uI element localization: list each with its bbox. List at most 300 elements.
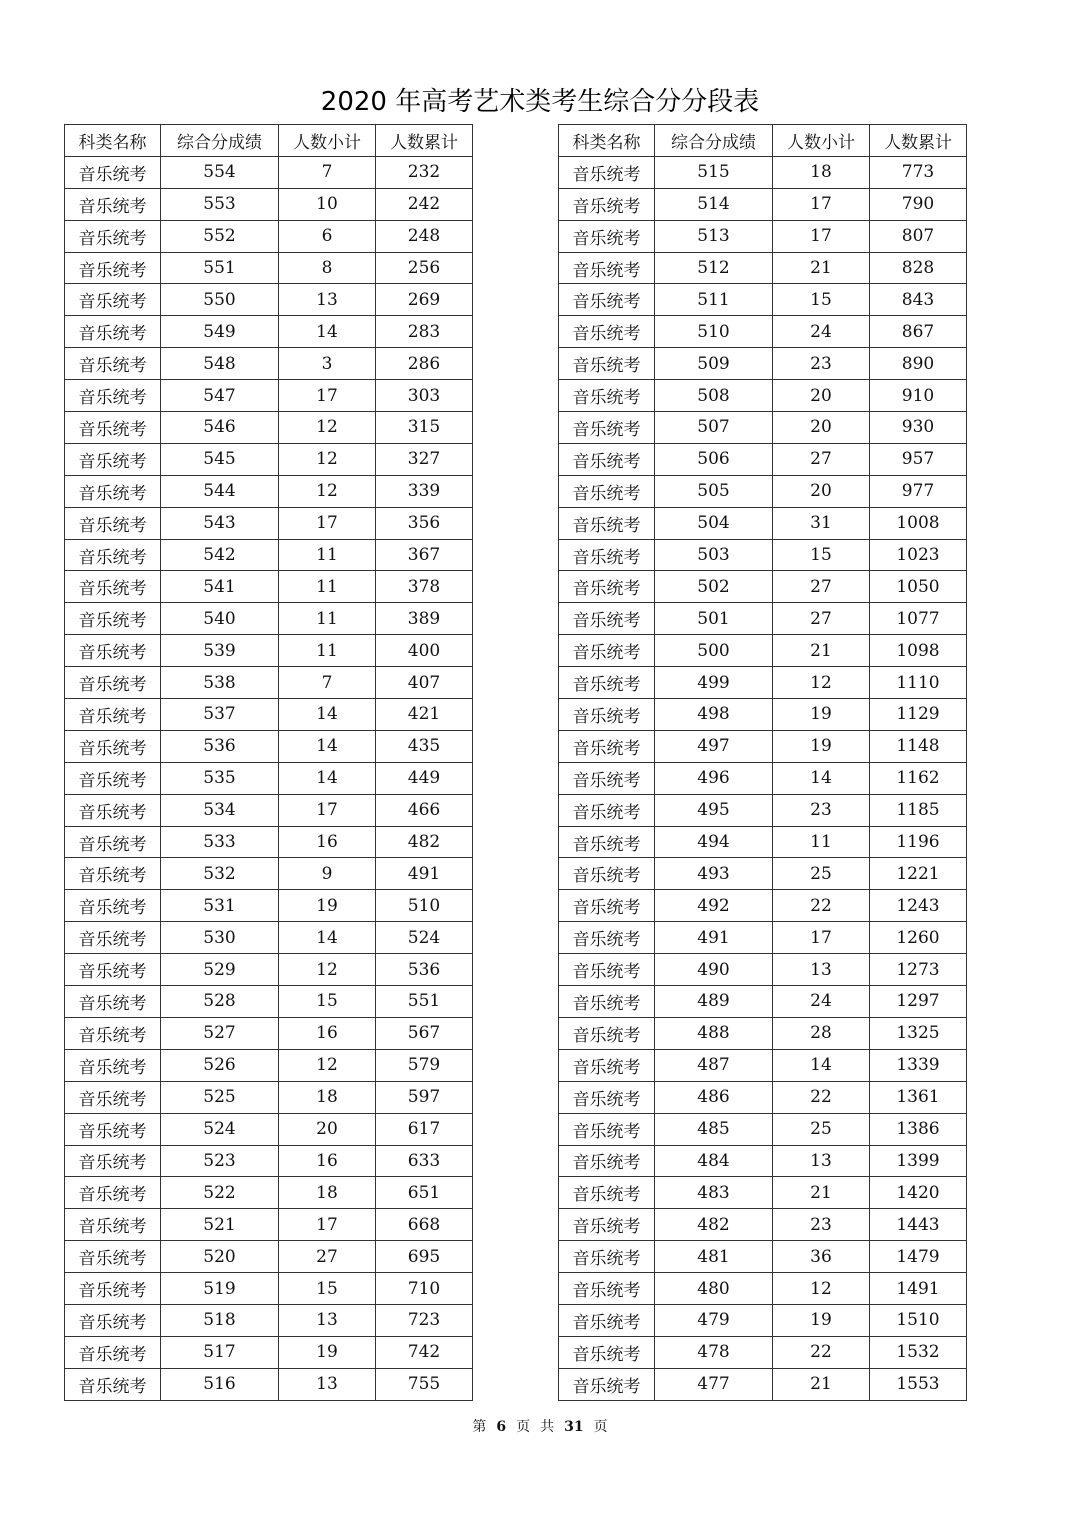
cell-score: 540 — [161, 603, 279, 635]
table-row — [65, 1368, 473, 1400]
table-row — [65, 443, 473, 475]
cell-cumulative: 466 — [376, 794, 473, 826]
table-row — [65, 1336, 473, 1368]
table-row — [65, 922, 473, 954]
cell-score: 550 — [161, 284, 279, 316]
table-row — [559, 730, 967, 762]
cell-category: 音乐统考 — [559, 922, 655, 954]
table-row — [559, 1368, 967, 1400]
cell-category: 音乐统考 — [65, 667, 161, 699]
table-row — [559, 667, 967, 699]
cell-score: 487 — [655, 1049, 773, 1081]
cell-count: 18 — [773, 156, 870, 188]
cell-score: 484 — [655, 1145, 773, 1177]
table-row — [559, 539, 967, 571]
cell-cumulative: 407 — [376, 667, 473, 699]
cell-score: 504 — [655, 507, 773, 539]
cell-category: 音乐统考 — [65, 1209, 161, 1241]
table-row — [65, 188, 473, 220]
cell-score: 508 — [655, 380, 773, 412]
cell-score: 543 — [161, 507, 279, 539]
cell-category: 音乐统考 — [65, 539, 161, 571]
cell-cumulative: 977 — [870, 475, 967, 507]
cell-category: 音乐统考 — [559, 603, 655, 635]
cell-cumulative: 867 — [870, 316, 967, 348]
cell-count: 12 — [279, 412, 376, 444]
cell-category: 音乐统考 — [559, 954, 655, 986]
table-row — [559, 507, 967, 539]
cell-category: 音乐统考 — [65, 316, 161, 348]
table-row — [559, 412, 967, 444]
cell-cumulative: 742 — [376, 1336, 473, 1368]
cell-score: 529 — [161, 954, 279, 986]
cell-cumulative: 1420 — [870, 1177, 967, 1209]
cell-cumulative: 367 — [376, 539, 473, 571]
footer-total-prefix: 共 — [540, 1419, 555, 1435]
table-row — [65, 252, 473, 284]
table-header-row — [65, 125, 473, 157]
cell-count: 14 — [773, 762, 870, 794]
cell-score: 548 — [161, 348, 279, 380]
cell-category: 音乐统考 — [559, 284, 655, 316]
cell-category: 音乐统考 — [559, 667, 655, 699]
cell-cumulative: 1196 — [870, 826, 967, 858]
table-row — [559, 475, 967, 507]
cell-count: 13 — [279, 1368, 376, 1400]
cell-category: 音乐统考 — [559, 252, 655, 284]
table-row — [65, 1177, 473, 1209]
cell-count: 18 — [279, 1081, 376, 1113]
cell-count: 27 — [773, 603, 870, 635]
table-header-row — [559, 125, 967, 157]
cell-count: 11 — [773, 826, 870, 858]
cell-category: 音乐统考 — [559, 1081, 655, 1113]
cell-score: 495 — [655, 794, 773, 826]
cell-category: 音乐统考 — [559, 635, 655, 667]
cell-score: 520 — [161, 1241, 279, 1273]
cell-score: 535 — [161, 762, 279, 794]
cell-count: 20 — [279, 1113, 376, 1145]
cell-category: 音乐统考 — [559, 443, 655, 475]
cell-count: 15 — [279, 986, 376, 1018]
table-row — [559, 1145, 967, 1177]
cell-category: 音乐统考 — [559, 348, 655, 380]
cell-score: 532 — [161, 858, 279, 890]
cell-cumulative: 1510 — [870, 1304, 967, 1336]
table-row — [65, 1273, 473, 1305]
page-footer — [0, 1417, 1080, 1437]
table-row — [559, 794, 967, 826]
cell-category: 音乐统考 — [65, 1145, 161, 1177]
cell-cumulative: 435 — [376, 730, 473, 762]
cell-count: 21 — [773, 1177, 870, 1209]
cell-cumulative: 315 — [376, 412, 473, 444]
cell-score: 538 — [161, 667, 279, 699]
cell-count: 20 — [773, 475, 870, 507]
cell-score: 521 — [161, 1209, 279, 1241]
cell-score: 539 — [161, 635, 279, 667]
header-cumulative: 人数累计 — [870, 125, 967, 157]
table-row — [559, 954, 967, 986]
cell-count: 14 — [773, 1049, 870, 1081]
cell-category: 音乐统考 — [559, 539, 655, 571]
table-row — [65, 380, 473, 412]
cell-category: 音乐统考 — [65, 730, 161, 762]
cell-count: 20 — [773, 380, 870, 412]
table-row — [559, 1081, 967, 1113]
cell-count: 8 — [279, 252, 376, 284]
cell-score: 485 — [655, 1113, 773, 1145]
cell-count: 11 — [279, 603, 376, 635]
cell-category: 音乐统考 — [65, 922, 161, 954]
cell-score: 544 — [161, 475, 279, 507]
cell-count: 13 — [279, 284, 376, 316]
cell-category: 音乐统考 — [65, 1336, 161, 1368]
cell-category: 音乐统考 — [559, 412, 655, 444]
cell-cumulative: 449 — [376, 762, 473, 794]
cell-score: 497 — [655, 730, 773, 762]
table-row — [65, 571, 473, 603]
table-row — [559, 1049, 967, 1081]
cell-cumulative: 597 — [376, 1081, 473, 1113]
cell-cumulative: 536 — [376, 954, 473, 986]
cell-category: 音乐统考 — [65, 826, 161, 858]
footer-total-pages: 31 — [564, 1419, 584, 1435]
table-body-left — [65, 156, 473, 1400]
cell-category: 音乐统考 — [559, 730, 655, 762]
cell-category: 音乐统考 — [65, 954, 161, 986]
cell-cumulative: 303 — [376, 380, 473, 412]
cell-count: 13 — [773, 954, 870, 986]
cell-cumulative: 1162 — [870, 762, 967, 794]
cell-score: 500 — [655, 635, 773, 667]
table-row — [559, 1241, 967, 1273]
table-row — [65, 1113, 473, 1145]
header-category: 科类名称 — [65, 125, 161, 157]
cell-score: 514 — [655, 188, 773, 220]
cell-cumulative: 807 — [870, 220, 967, 252]
cell-count: 12 — [773, 667, 870, 699]
cell-count: 7 — [279, 667, 376, 699]
cell-cumulative: 957 — [870, 443, 967, 475]
cell-score: 552 — [161, 220, 279, 252]
cell-category: 音乐统考 — [65, 188, 161, 220]
cell-cumulative: 1339 — [870, 1049, 967, 1081]
cell-count: 16 — [279, 1145, 376, 1177]
cell-category: 音乐统考 — [65, 1177, 161, 1209]
cell-category: 音乐统考 — [65, 890, 161, 922]
cell-category: 音乐统考 — [65, 571, 161, 603]
table-row — [65, 284, 473, 316]
cell-score: 511 — [655, 284, 773, 316]
cell-count: 28 — [773, 1017, 870, 1049]
cell-cumulative: 248 — [376, 220, 473, 252]
cell-count: 15 — [773, 539, 870, 571]
cell-score: 483 — [655, 1177, 773, 1209]
header-count: 人数小计 — [773, 125, 870, 157]
cell-cumulative: 1479 — [870, 1241, 967, 1273]
cell-count: 19 — [279, 1336, 376, 1368]
header-cumulative: 人数累计 — [376, 125, 473, 157]
cell-category: 音乐统考 — [559, 1368, 655, 1400]
cell-score: 501 — [655, 603, 773, 635]
table-row — [65, 699, 473, 731]
table-row — [559, 348, 967, 380]
cell-category: 音乐统考 — [65, 699, 161, 731]
cell-count: 23 — [773, 1209, 870, 1241]
table-row — [65, 794, 473, 826]
header-score: 综合分成绩 — [655, 125, 773, 157]
table-row — [65, 986, 473, 1018]
cell-score: 526 — [161, 1049, 279, 1081]
cell-cumulative: 1008 — [870, 507, 967, 539]
cell-cumulative: 1325 — [870, 1017, 967, 1049]
cell-category: 音乐统考 — [559, 571, 655, 603]
cell-category: 音乐统考 — [559, 1209, 655, 1241]
table-row — [559, 156, 967, 188]
cell-count: 18 — [279, 1177, 376, 1209]
cell-count: 19 — [773, 699, 870, 731]
cell-count: 36 — [773, 1241, 870, 1273]
cell-cumulative: 389 — [376, 603, 473, 635]
cell-score: 547 — [161, 380, 279, 412]
cell-cumulative: 1098 — [870, 635, 967, 667]
cell-count: 21 — [773, 1368, 870, 1400]
cell-count: 7 — [279, 156, 376, 188]
cell-cumulative: 491 — [376, 858, 473, 890]
cell-category: 音乐统考 — [559, 1336, 655, 1368]
cell-cumulative: 1443 — [870, 1209, 967, 1241]
cell-category: 音乐统考 — [559, 986, 655, 1018]
cell-count: 27 — [773, 443, 870, 475]
cell-cumulative: 567 — [376, 1017, 473, 1049]
cell-category: 音乐统考 — [559, 794, 655, 826]
cell-score: 490 — [655, 954, 773, 986]
cell-count: 10 — [279, 188, 376, 220]
cell-cumulative: 1399 — [870, 1145, 967, 1177]
cell-cumulative: 1297 — [870, 986, 967, 1018]
cell-cumulative: 1023 — [870, 539, 967, 571]
cell-category: 音乐统考 — [65, 348, 161, 380]
cell-count: 12 — [279, 954, 376, 986]
cell-score: 522 — [161, 1177, 279, 1209]
cell-score: 549 — [161, 316, 279, 348]
cell-category: 音乐统考 — [559, 507, 655, 539]
cell-category: 音乐统考 — [65, 1113, 161, 1145]
cell-count: 17 — [279, 380, 376, 412]
cell-cumulative: 1185 — [870, 794, 967, 826]
table-row — [65, 730, 473, 762]
cell-category: 音乐统考 — [559, 1304, 655, 1336]
table-row — [65, 1049, 473, 1081]
cell-category: 音乐统考 — [65, 1081, 161, 1113]
cell-count: 15 — [279, 1273, 376, 1305]
table-row — [65, 667, 473, 699]
table-row — [559, 603, 967, 635]
cell-category: 音乐统考 — [65, 635, 161, 667]
cell-count: 12 — [279, 1049, 376, 1081]
table-row — [559, 380, 967, 412]
cell-cumulative: 286 — [376, 348, 473, 380]
cell-category: 音乐统考 — [65, 284, 161, 316]
cell-count: 15 — [773, 284, 870, 316]
cell-count: 20 — [773, 412, 870, 444]
cell-count: 27 — [279, 1241, 376, 1273]
cell-score: 481 — [655, 1241, 773, 1273]
table-row — [65, 890, 473, 922]
table-row — [65, 858, 473, 890]
table-row — [559, 1273, 967, 1305]
cell-score: 525 — [161, 1081, 279, 1113]
cell-cumulative: 524 — [376, 922, 473, 954]
table-row — [65, 1241, 473, 1273]
cell-category: 音乐统考 — [559, 1049, 655, 1081]
cell-count: 11 — [279, 539, 376, 571]
table-row — [559, 252, 967, 284]
cell-category: 音乐统考 — [559, 220, 655, 252]
cell-score: 505 — [655, 475, 773, 507]
cell-category: 音乐统考 — [65, 1241, 161, 1273]
cell-count: 14 — [279, 316, 376, 348]
cell-category: 音乐统考 — [559, 1145, 655, 1177]
table-row — [559, 1177, 967, 1209]
cell-cumulative: 755 — [376, 1368, 473, 1400]
table-row — [65, 412, 473, 444]
score-table-right — [558, 124, 967, 1401]
cell-category: 音乐统考 — [65, 1017, 161, 1049]
cell-cumulative: 723 — [376, 1304, 473, 1336]
cell-category: 音乐统考 — [559, 826, 655, 858]
cell-score: 527 — [161, 1017, 279, 1049]
table-row — [559, 188, 967, 220]
table-row — [559, 635, 967, 667]
table-row — [559, 890, 967, 922]
table-row — [559, 1336, 967, 1368]
cell-category: 音乐统考 — [559, 858, 655, 890]
cell-count: 12 — [279, 443, 376, 475]
cell-cumulative: 269 — [376, 284, 473, 316]
cell-category: 音乐统考 — [65, 794, 161, 826]
table-row — [559, 1209, 967, 1241]
table-row — [559, 1304, 967, 1336]
cell-score: 496 — [655, 762, 773, 794]
cell-count: 17 — [279, 1209, 376, 1241]
cell-score: 478 — [655, 1336, 773, 1368]
cell-category: 音乐统考 — [65, 858, 161, 890]
cell-score: 553 — [161, 188, 279, 220]
table-body-right — [559, 156, 967, 1400]
cell-category: 音乐统考 — [65, 443, 161, 475]
table-row — [65, 1081, 473, 1113]
cell-cumulative: 1532 — [870, 1336, 967, 1368]
cell-cumulative: 1361 — [870, 1081, 967, 1113]
cell-category: 音乐统考 — [65, 220, 161, 252]
footer-page-word: 页 — [516, 1419, 531, 1435]
cell-count: 11 — [279, 635, 376, 667]
cell-category: 音乐统考 — [65, 156, 161, 188]
cell-cumulative: 790 — [870, 188, 967, 220]
cell-count: 9 — [279, 858, 376, 890]
cell-category: 音乐统考 — [65, 1049, 161, 1081]
cell-category: 音乐统考 — [65, 475, 161, 507]
cell-score: 513 — [655, 220, 773, 252]
cell-cumulative: 651 — [376, 1177, 473, 1209]
cell-count: 25 — [773, 1113, 870, 1145]
cell-cumulative: 1553 — [870, 1368, 967, 1400]
cell-category: 音乐统考 — [559, 699, 655, 731]
cell-category: 音乐统考 — [65, 252, 161, 284]
cell-count: 14 — [279, 730, 376, 762]
cell-count: 16 — [279, 826, 376, 858]
cell-score: 517 — [161, 1336, 279, 1368]
cell-score: 494 — [655, 826, 773, 858]
cell-count: 21 — [773, 252, 870, 284]
cell-score: 493 — [655, 858, 773, 890]
table-row — [65, 762, 473, 794]
table-row — [559, 762, 967, 794]
cell-cumulative: 378 — [376, 571, 473, 603]
cell-count: 11 — [279, 571, 376, 603]
cell-score: 518 — [161, 1304, 279, 1336]
cell-count: 19 — [279, 890, 376, 922]
table-row — [65, 220, 473, 252]
cell-score: 491 — [655, 922, 773, 954]
cell-count: 19 — [773, 1304, 870, 1336]
cell-category: 音乐统考 — [65, 507, 161, 539]
cell-score: 479 — [655, 1304, 773, 1336]
table-row — [65, 1017, 473, 1049]
cell-cumulative: 579 — [376, 1049, 473, 1081]
cell-count: 24 — [773, 986, 870, 1018]
cell-cumulative: 327 — [376, 443, 473, 475]
cell-score: 554 — [161, 156, 279, 188]
cell-count: 23 — [773, 794, 870, 826]
cell-category: 音乐统考 — [65, 1368, 161, 1400]
cell-cumulative: 1273 — [870, 954, 967, 986]
cell-category: 音乐统考 — [559, 1113, 655, 1145]
table-row — [559, 443, 967, 475]
cell-cumulative: 773 — [870, 156, 967, 188]
cell-score: 516 — [161, 1368, 279, 1400]
cell-score: 545 — [161, 443, 279, 475]
cell-cumulative: 1243 — [870, 890, 967, 922]
table-row — [65, 603, 473, 635]
cell-count: 21 — [773, 635, 870, 667]
cell-count: 17 — [279, 507, 376, 539]
cell-score: 541 — [161, 571, 279, 603]
cell-cumulative: 890 — [870, 348, 967, 380]
table-row — [559, 284, 967, 316]
cell-count: 14 — [279, 699, 376, 731]
cell-cumulative: 256 — [376, 252, 473, 284]
cell-count: 31 — [773, 507, 870, 539]
cell-score: 531 — [161, 890, 279, 922]
cell-count: 17 — [773, 188, 870, 220]
cell-cumulative: 930 — [870, 412, 967, 444]
table-row — [559, 1017, 967, 1049]
table-row — [65, 1145, 473, 1177]
cell-category: 音乐统考 — [559, 1017, 655, 1049]
cell-score: 551 — [161, 252, 279, 284]
cell-score: 530 — [161, 922, 279, 954]
cell-category: 音乐统考 — [559, 316, 655, 348]
cell-cumulative: 339 — [376, 475, 473, 507]
cell-score: 482 — [655, 1209, 773, 1241]
cell-score: 489 — [655, 986, 773, 1018]
cell-category: 音乐统考 — [559, 156, 655, 188]
cell-cumulative: 482 — [376, 826, 473, 858]
table-row — [65, 316, 473, 348]
